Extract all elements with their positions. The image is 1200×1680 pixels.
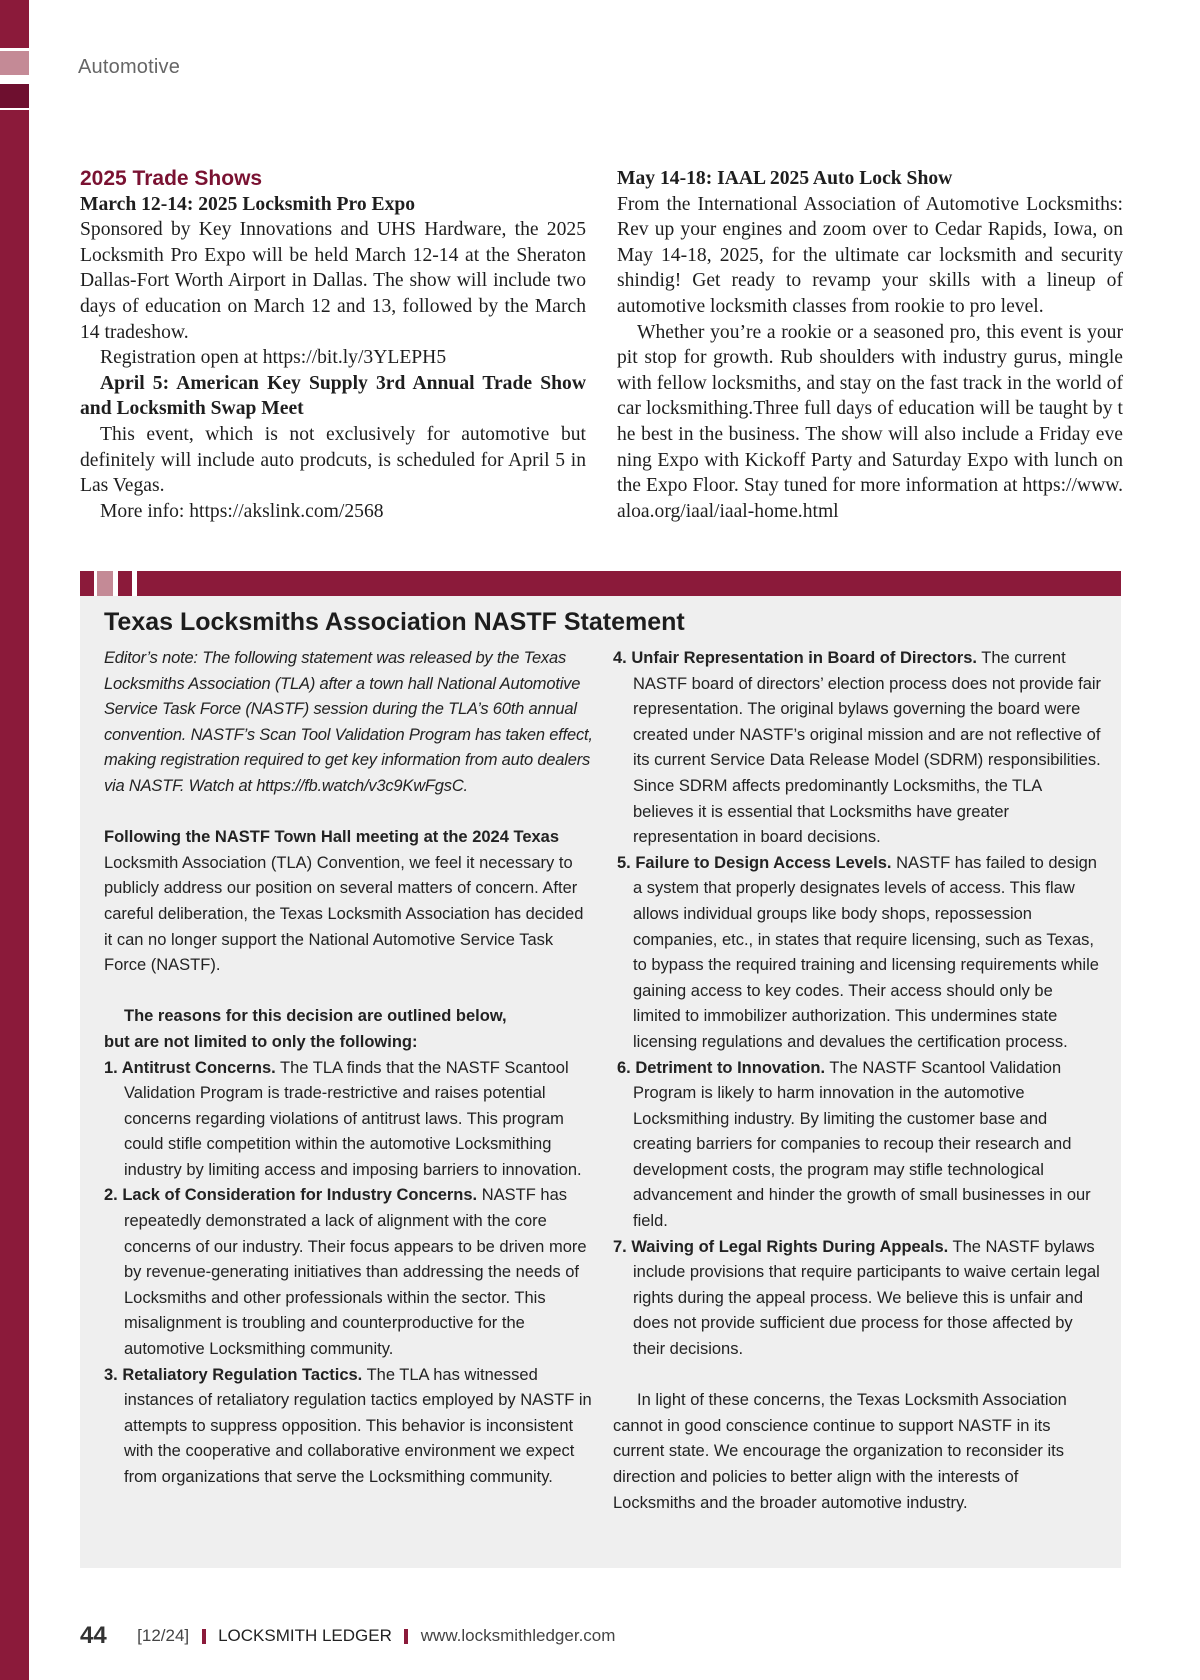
side-accent-bar [0,0,29,1680]
ornament-block-3 [118,571,132,596]
statement-title: Texas Locksmiths Association NASTF Statement [104,608,685,636]
footer-divider [202,1629,206,1644]
ornament-block-1 [80,571,94,596]
website-link[interactable]: www.locksmithledger.com [420,1626,616,1645]
statement-intro [104,825,596,979]
magazine-name: LOCKSMITH LEDGER [218,1626,392,1645]
reason-item-3-title: 3. Retaliatory Regulation Tactics. [104,1365,363,1384]
aks-title: April 5: American Key Supply 3rd Annual Trade Show and Locksmith Swap Meet [80,372,586,420]
reason-item-6-body: The NASTF Scantool Validation Program is likely to harm innovation in the automotive Locksmithing industry. By limiting the customer base and creating barriers for companies to recoup their research and development costs, the program may stifle technological advancement and hinder the growth of small businesses in our field. [633,1058,1091,1231]
reason-item-1-body: The TLA finds that the NASTF Scantool Validation Program is trade-restrictive and raises potential concerns regarding violations of antitrust laws. This program could stifle competition within the automotive Locksmithing industry by limiting access and imposing barriers to innovation. [124,1058,582,1179]
reason-item-7-title: 7. Waiving of Legal Rights During Appeals. [613,1237,949,1256]
page-number: 44 [80,1622,107,1649]
editor-note: Editor’s note: The following statement was released by the Texas Locksmiths Association (TLA) after a town hall National Automotive Service Task Force (NASTF) session during the TLA’s 60th annual convention. NASTF’s Scan Tool Validation Program has taken effect, making registration required to get key information from auto dealers via NASTF. Watch at https://fb.watch/v3c9KwFgsC. [104,649,593,795]
section-divider-ornament [80,571,1121,596]
section-label: Automotive [78,56,181,78]
reason-item-6 [613,1056,1103,1235]
statement-right-column [613,646,1103,1516]
aks-more: More info: https://akslink.com/2568 [100,500,384,522]
section-tab-dark [0,84,29,108]
reason-item-2-body: NASTF has repeatedly demonstrated a lack of alignment with the core concerns of our industry. Their focus appears to be driven more by revenue-generating initiatives than addressing the needs of Locksmiths and other professionals within the sector. This misalignment is troubling and counterproductive for the automotive Locksmithing community. [124,1186,587,1359]
trade-shows-left-column [80,166,586,524]
reason-item-3 [104,1363,596,1491]
statement-conclusion: In light of these concerns, the Texas Locksmith Association cannot in good conscience continue to support NASTF in its current state. We encourage the organization to reconsider its direction and policies to better align with the interests of Locksmiths and the broader automotive industry. [613,1391,1067,1512]
reason-item-2-title: 2. Lack of Consideration for Industry Concerns. [104,1186,478,1205]
reason-item-4-body: The current NASTF board of directors’ election process does not provide fair representation. The original bylaws governing the board were created under NASTF’s original mission and are not reflective of its current Service Data Release Model (SDRM) responsibilities. Since SDRM affects predominantly Locksmiths, the TLA believes it is essential that Locksmiths have greater representation in board decisions. [633,649,1102,847]
reason-item-7 [613,1235,1103,1363]
reason-item-4 [613,646,1103,851]
expo-title: March 12-14: 2025 Locksmith Pro Expo [80,193,416,215]
ornament-block-2 [97,571,113,596]
ornament-bar [137,571,1121,596]
trade-shows-heading: 2025 Trade Shows [80,167,263,190]
reason-item-6-title: 6. Detriment to Innovation. [617,1058,826,1077]
reasons-line-1: The reasons for this decision are outlined below, [124,1007,507,1026]
statement-left-column [104,646,596,1491]
reason-item-5-body: NASTF has failed to design a system that properly designates levels of access. This flaw allows individual groups like body shops, repossession companies, etc., in states that require licensing, such as Texas, to bypass the required training and licensing requirements while gaining access to key codes. Their access should only be limited to immobilizer authorization. This undermines state licensing regulations and devalues the certification process. [633,853,1099,1051]
reasons-line-2: but are not limited to only the following: [104,1032,418,1051]
reason-item-5-title: 5. Failure to Design Access Levels. [617,853,892,872]
statement-intro-bold: Following the NASTF Town Hall meeting at the 2024 Texas [104,828,560,847]
reason-item-1-title: 1. Antitrust Concerns. [104,1058,276,1077]
trade-shows-right-column [617,166,1123,524]
issue-date: [12/24] [137,1626,190,1645]
reason-item-5 [613,851,1103,1056]
statement-intro-rest: Locksmith Association (TLA) Convention, we feel it necessary to publicly address our position on several matters of concern. After careful deliberation, the Texas Locksmith Association has decided it can no longer support the National Automotive Service Task Force (NASTF). [104,853,584,975]
reason-item-2 [104,1183,596,1362]
section-tab-light [0,51,29,75]
expo-body: Sponsored by Key Innovations and UHS Hardware, the 2025 Locksmith Pro Expo will be held March 12-14 at the Sheraton Dallas-Fort Worth Airport in Dallas. The show will include two days of education on March 12 and 13, followed by the March 14 tradeshow. [80,219,586,343]
iaal-title: May 14-18: IAAL 2025 Auto Lock Show [617,168,953,189]
reason-item-1 [104,1056,596,1184]
aks-body: This event, which is not exclusively for automotive but definitely will include auto prodcuts, is scheduled for April 5 in Las Vegas. [80,423,586,497]
iaal-body-2: Whether you’re a rookie or a seasoned pro, this event is your pit stop for growth. Rub shoulders with industry gurus, mingle with fellow locksmiths, and stay on the fast track in the world of car locksmithing.Three full days of education will be taught by the best in the business. The show will also include a Friday evening Expo with Kickoff Party and Saturday Expo with lunch on the Expo Floor. Stay tuned for more information at https://www.aloa.org/iaal/iaal-home.html [617,321,1123,522]
page-footer [80,1622,615,1650]
reason-item-7-body: The NASTF bylaws include provisions that require participants to waive certain legal rights during the appeal process. We believe this is unfair and does not provide sufficient due process for those affected by their decisions. [633,1237,1100,1359]
reason-item-4-title: 4. Unfair Representation in Board of Directors. [613,649,977,667]
expo-registration: Registration open at https://bit.ly/3YLEPH5 [100,347,447,369]
iaal-body-1: From the International Association of Automotive Locksmiths: Rev up your engines and zoom over to Cedar Rapids, Iowa, on May 14-18, 2025, for the ultimate car locksmith and security shindig! Get ready to revamp your skills with a lineup of automotive locksmith classes from rookie to pro level. [617,193,1123,317]
reason-item-3-body: The TLA has witnessed instances of retaliatory regulation tactics employed by NASTF in attempts to suppress opposition. This behavior is inconsistent with the cooperative and collaborative environment we expect from organizations that serve the Locksmithing community. [124,1365,592,1486]
footer-divider [404,1629,408,1644]
